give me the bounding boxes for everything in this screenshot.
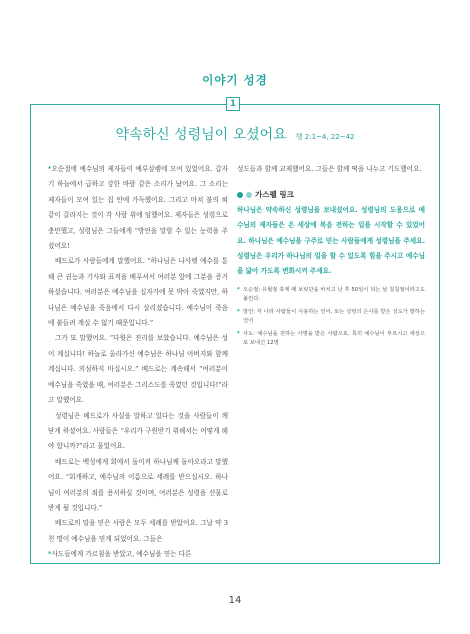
scripture-reference: 행 2:1~4, 22~42: [295, 133, 355, 141]
story-paragraph: 베드로가 사람들에게 말했어요. “하나님은 나사렛 예수를 통해 큰 권능과 기사와 표적을 베푸셔서 여러분 앞에 그분을 증거하셨습니다. 여러분은 예수님을 십자가에 못 박아 죽였지만, 하나님은 예수님을 죽음에서 다시 살리셨습니다. 예수님이 죽음에 붙들려 계실 수 없기 때문입니다.”: [48, 257, 228, 328]
story-paragraph: 그가 또 말했어요. “다윗은 진리를 보았습니다. 예수님은 성이 계십니다! 하늘로 올라가신 예수님은 하나님 아버지와 함께 계십니다. 의심하지 마십시오.” 베드로는 계속해서 “여러분이 예수님을 죽였을 때, 여러분은 그리스도를 죽였던 것입니다!”라고 말했어요.: [48, 334, 228, 405]
story-paragraph: 성도들과 함께 교제했어요. 그들은 함께 떡을 나누고 기도했어요.: [237, 165, 422, 173]
section-title: 이야기 성경: [202, 73, 268, 87]
glossary-item: * 방언: 각 나라 사람들이 사용하는 언어, 또는 성령의 은사를 받은 성도가 말하는 언어: [237, 308, 425, 324]
story-paragraph: *오순절에 예수님의 제자들이 예루살렘에 모여 있었어요. 갑자기 하늘에서 급하고 강한 바람 같은 소리가 났어요. 그 소리는 제자들이 모여 있는 집 안에 가득했어요. 그리고 마치 불의 혀 같이 갈라지는 것이 각 사람 위에 임했어요. 제자들은 성령으로 충만했고, 성령님은 그들에게 “방언을 말할 수 있는 능력을 주셨어요!: [48, 165, 228, 251]
glossary: [237, 286, 425, 348]
gloss-marker: *: [48, 165, 52, 173]
lesson-heading: [30, 124, 440, 144]
asterisk-icon: *: [237, 286, 240, 293]
gospel-link-header: [237, 187, 425, 202]
asterisk-icon: *: [237, 330, 240, 337]
right-column: [237, 162, 425, 352]
left-column: [48, 162, 228, 563]
dot-icon: [246, 192, 252, 198]
glossary-item: * 오순절: 유월절 축제 때 보릿단을 바치고 난 후 50일이 되는 날 칠칠절이라고도 불린다.: [237, 286, 425, 302]
lesson-number-badge: 1: [226, 97, 240, 111]
lesson-title: 약속하신 성령님이 오셨어요: [115, 127, 287, 143]
story-paragraph: 베드로는 백성에게 회에서 돌이켜 하나님께 돌아오라고 말했어요. “회개하고, 예수님의 이름으로 세례를 받으십시오. 하나님이 여러분의 죄를 용서하실 것이며, 여러분은 성령을 선물로 받게 될 것입니다.”: [48, 457, 228, 512]
gloss-marker: *: [48, 550, 52, 559]
dot-icon: [237, 192, 243, 198]
story-paragraph: 베드로의 말을 믿은 사람은 모두 세례를 받았어요. 그날 약 3천 명이 예수님을 믿게 되었어요. 그들은: [48, 519, 228, 543]
gospel-link-body: 하나님은 약속하신 성령님을 보내셨어요. 성령님의 도움으로 예수님의 제자들은 온 세상에 복음 전하는 일을 시작할 수 있었어요. 하나님은 예수님을 구주로 믿는 사람들에게 성령님을 주세요. 성령님은 우리가 하나님의 일을 할 수 있도록 힘을 주시고 예수님을 닮아 가도록 변화시켜 주세요.: [237, 205, 425, 276]
story-paragraph: 성령님은 베드로가 사실을 말하고 있다는 것을 사람들이 깨닫게 하셨어요. 사람들은 “우리가 구원받기 위해서는 어떻게 해야 합니까?”라고 물었어요.: [48, 411, 228, 451]
gospel-link-heading: 가스펠 링크: [255, 190, 294, 200]
page-number: 14: [228, 595, 242, 606]
story-paragraph: *사도들에게 가르침을 받았고, 예수님을 믿는 다른: [48, 550, 192, 559]
asterisk-icon: *: [237, 308, 240, 315]
glossary-item: * 사도: 예수님을 전하는 사명을 받은 사람으로, 특히 예수님이 부르시고 세상으로 보내신 12명: [237, 330, 425, 346]
